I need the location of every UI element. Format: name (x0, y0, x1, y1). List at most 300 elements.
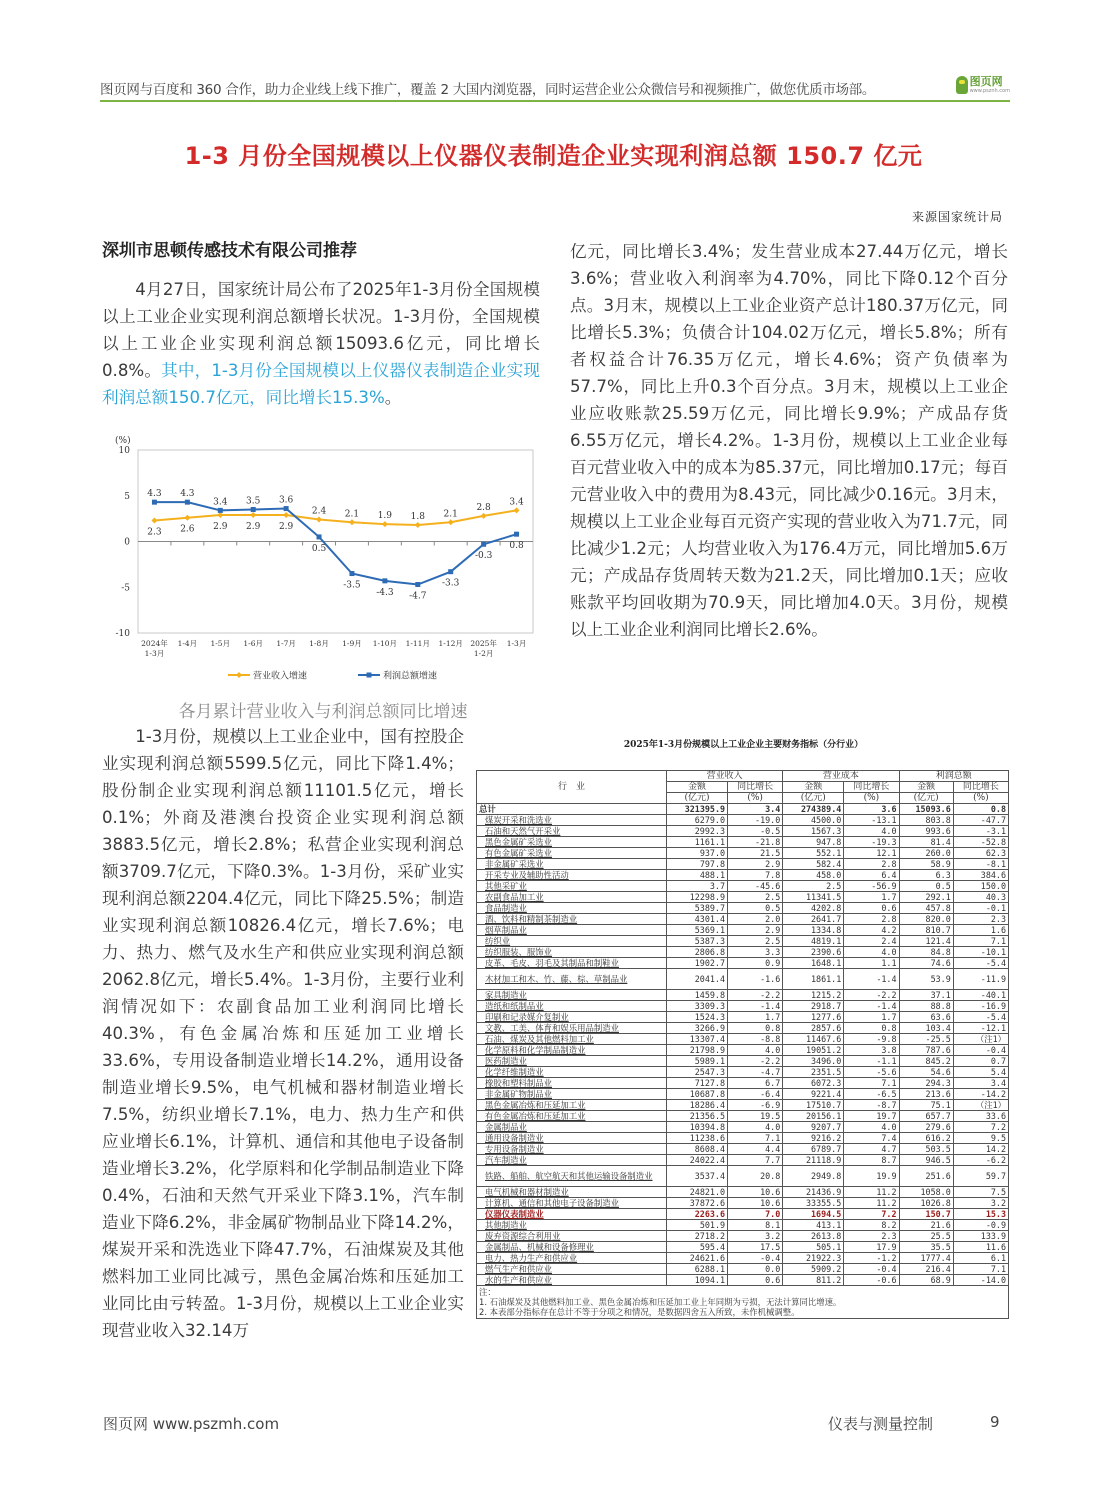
table-row (477, 1242, 1009, 1253)
cell-profit-g: 6.1 (953, 1253, 1008, 1264)
cell-profit-g: 133.9 (953, 1231, 1008, 1242)
cell-rev: 797.8 (667, 859, 728, 870)
cell-profit-g: -16.9 (953, 1001, 1008, 1012)
industry-name: 总计 (477, 804, 667, 815)
cell-rev-g: 19.5 (728, 1111, 783, 1122)
table-row (477, 1209, 1009, 1220)
cell-rev-g: 2.9 (728, 859, 783, 870)
cell-profit: 1026.8 (899, 1198, 953, 1209)
data-point (481, 542, 486, 547)
cell-profit: 37.1 (899, 990, 953, 1001)
cell-profit-g: （注1） (953, 1034, 1008, 1045)
data-label: 2.1 (344, 509, 360, 520)
x-tick-label: 1-6月 (243, 639, 263, 648)
cell-profit-g: -6.2 (953, 1155, 1008, 1166)
data-label: 2.4 (311, 506, 327, 517)
data-label: 2.9 (246, 521, 261, 532)
cell-cost: 17510.7 (783, 1100, 844, 1111)
cell-rev: 4301.4 (667, 914, 728, 925)
cell-profit: -25.5 (899, 1034, 953, 1045)
industry-name: 金属制品、机械和设备修理业 (477, 1242, 667, 1253)
sub-growth: 同比增长 (728, 782, 783, 793)
cell-profit-g: 14.2 (953, 1144, 1008, 1155)
cell-cost-g: 17.9 (844, 1242, 899, 1253)
cell-rev-g: 20.8 (728, 1166, 783, 1187)
cell-cost-g: -56.9 (844, 881, 899, 892)
cell-rev: 21356.5 (667, 1111, 728, 1122)
cell-rev-g: 2.9 (728, 925, 783, 936)
table-row (477, 1155, 1009, 1166)
cell-cost-g: 1.7 (844, 892, 899, 903)
cell-cost: 20156.1 (783, 1111, 844, 1122)
cell-rev-g: -1.4 (728, 1001, 783, 1012)
financial-table (476, 770, 1009, 1319)
industry-name: 仪器仪表制造业 (477, 1209, 667, 1220)
left-column-body (102, 723, 464, 1344)
cell-rev-g: 10.6 (728, 1198, 783, 1209)
cell-rev: 2263.6 (667, 1209, 728, 1220)
cell-profit-g: -0.1 (953, 903, 1008, 914)
cell-cost: 1215.2 (783, 990, 844, 1001)
industry-name: 印刷和记录媒介复制业 (477, 1012, 667, 1023)
cell-cost: 2390.6 (783, 947, 844, 958)
data-point (316, 517, 322, 523)
cell-rev-g: 7.1 (728, 1133, 783, 1144)
cell-profit-g: 150.0 (953, 881, 1008, 892)
x-tick-label: 1-9月 (342, 639, 362, 648)
cell-cost-g: -8.7 (844, 1100, 899, 1111)
cell-rev-g: -6.4 (728, 1089, 783, 1100)
note-label: 注： (479, 1287, 496, 1297)
cell-cost-g: 19.7 (844, 1111, 899, 1122)
data-point (349, 571, 354, 576)
data-label: 2.6 (180, 524, 195, 535)
data-label: 2.1 (443, 509, 458, 520)
cell-profit-g: -14.0 (953, 1275, 1008, 1286)
data-point (284, 506, 289, 511)
x-tick-label: 1-10月 (372, 639, 398, 648)
table-row (477, 1133, 1009, 1144)
cell-rev-g: 0.0 (728, 1264, 783, 1275)
table-row (477, 903, 1009, 914)
industry-name: 燃气生产和供应业 (477, 1264, 667, 1275)
cell-rev: 5369.1 (667, 925, 728, 936)
cell-profit: 21.6 (899, 1220, 953, 1231)
cell-rev-g: 7.8 (728, 870, 783, 881)
logo-text: 图页网 (969, 75, 1003, 88)
data-point (481, 513, 487, 519)
cell-profit-g: -8.1 (953, 859, 1008, 870)
cell-profit: 657.7 (899, 1111, 953, 1122)
cell-rev: 5387.3 (667, 936, 728, 947)
table-row (477, 815, 1009, 826)
cell-rev-g: -8.8 (728, 1034, 783, 1045)
cell-cost-g: -2.2 (844, 990, 899, 1001)
table-row (477, 1231, 1009, 1242)
cell-profit-g: -11.9 (953, 969, 1008, 990)
cell-rev: 5989.1 (667, 1056, 728, 1067)
footer-magazine: 仪表与测量控制 (828, 1415, 934, 1433)
cell-rev-g: 6.7 (728, 1078, 783, 1089)
cell-rev-g: 10.6 (728, 1187, 783, 1198)
cell-rev: 24621.6 (667, 1253, 728, 1264)
cell-profit-g: -5.4 (953, 1012, 1008, 1023)
cell-rev: 1524.3 (667, 1012, 728, 1023)
data-label: -3.5 (343, 580, 361, 591)
intro-paragraph (102, 276, 540, 411)
industry-name: 铁路、船舶、航空航天和其他运输设备制造业 (477, 1166, 667, 1187)
cell-rev-g: 17.5 (728, 1242, 783, 1253)
industry-name: 皮革、毛皮、羽毛及其制品和制鞋业 (477, 958, 667, 969)
cell-cost-g: 4.2 (844, 925, 899, 936)
cell-profit: 53.9 (899, 969, 953, 990)
sub-amount: 金额 (783, 782, 844, 793)
growth-chart-svg (103, 430, 538, 690)
cell-cost-g: -9.8 (844, 1034, 899, 1045)
table-row (477, 1056, 1009, 1067)
industry-name: 石油和天然气开采业 (477, 826, 667, 837)
industry-name: 家具制造业 (477, 990, 667, 1001)
data-point (317, 534, 322, 539)
table-row (477, 1067, 1009, 1078)
series-line-revenue (154, 510, 516, 525)
cell-rev-g: 4.0 (728, 1045, 783, 1056)
data-label: -0.3 (474, 551, 493, 562)
data-point (382, 578, 387, 583)
cell-profit-g: -0.9 (953, 1220, 1008, 1231)
table-row (477, 1187, 1009, 1198)
table-row (477, 1122, 1009, 1133)
cell-profit-g: -3.1 (953, 826, 1008, 837)
cell-profit: 279.6 (899, 1122, 953, 1133)
cell-profit-g: 62.3 (953, 848, 1008, 859)
cell-rev: 3.7 (667, 881, 728, 892)
cell-rev: 2547.3 (667, 1067, 728, 1078)
mascot-icon (956, 76, 968, 94)
logo-url: www.psznh.com (969, 88, 1010, 94)
cell-rev-g: 0.5 (728, 903, 783, 914)
cell-rev: 321395.9 (667, 804, 728, 815)
cell-cost-g: 2.3 (844, 1231, 899, 1242)
cell-profit-g: -12.1 (953, 1023, 1008, 1034)
table-row (477, 848, 1009, 859)
cell-cost: 21118.9 (783, 1155, 844, 1166)
right-column-body (570, 238, 1008, 643)
data-point (514, 507, 520, 513)
industry-name: 化学纤维制造业 (477, 1067, 667, 1078)
data-label: 3.5 (246, 496, 261, 507)
cell-cost: 4202.8 (783, 903, 844, 914)
cell-profit: 103.4 (899, 1023, 953, 1034)
cell-cost: 505.1 (783, 1242, 844, 1253)
x-tick-label: 2024年 (141, 639, 168, 648)
data-point (448, 569, 453, 574)
table-row (477, 881, 1009, 892)
sub-growth: 同比增长 (844, 782, 899, 793)
cell-cost: 552.1 (783, 848, 844, 859)
unit-growth: (%) (728, 793, 783, 804)
table-row (477, 892, 1009, 903)
industry-name: 开采专业及辅助性活动 (477, 870, 667, 881)
cell-cost-g: 7.2 (844, 1209, 899, 1220)
cell-profit: 6.3 (899, 870, 953, 881)
industry-name: 酒、饮料和精制茶制造业 (477, 914, 667, 925)
unit-amount: (亿元) (667, 793, 728, 804)
cell-profit-g: 0.7 (953, 1056, 1008, 1067)
cell-cost-g: 12.1 (844, 848, 899, 859)
cell-profit: 15093.6 (899, 804, 953, 815)
left-column-intro (102, 240, 540, 411)
table-row (477, 958, 1009, 969)
cell-rev: 2041.4 (667, 969, 728, 990)
table-row (477, 936, 1009, 947)
cell-rev-g: -21.8 (728, 837, 783, 848)
table-row (477, 837, 1009, 848)
intro-end: 。 (384, 388, 402, 407)
cell-cost-g: 4.0 (844, 947, 899, 958)
cell-profit: 121.4 (899, 936, 953, 947)
cell-rev: 8608.4 (667, 1144, 728, 1155)
cell-profit: 58.9 (899, 859, 953, 870)
data-label: 3.6 (278, 495, 294, 506)
cell-cost-g: 4.0 (844, 826, 899, 837)
cell-cost: 6789.7 (783, 1144, 844, 1155)
y-tick-label: -5 (121, 583, 130, 594)
cell-cost-g: 3.6 (844, 804, 899, 815)
cell-cost: 2857.6 (783, 1023, 844, 1034)
cell-cost: 1567.3 (783, 826, 844, 837)
cell-cost-g: 11.2 (844, 1198, 899, 1209)
table-row (477, 1100, 1009, 1111)
cell-rev-g: 4.4 (728, 1144, 783, 1155)
cell-rev-g: 4.0 (728, 1122, 783, 1133)
table-row (477, 969, 1009, 990)
cell-profit-g: 7.1 (953, 1264, 1008, 1275)
x-tick-label: 1-2月 (473, 649, 494, 658)
cell-profit-g: 5.4 (953, 1067, 1008, 1078)
intro-highlight: 其中，1-3月份全国规模以上仪器仪表制造企业实现利润总额150.7亿元，同比增长15.3% (102, 361, 540, 407)
unit-growth: (%) (953, 793, 1008, 804)
x-tick-label: 1-7月 (276, 639, 296, 648)
table-row (477, 1111, 1009, 1122)
cell-rev: 13307.4 (667, 1034, 728, 1045)
cell-rev: 1094.1 (667, 1275, 728, 1286)
industry-name: 化学原料和化学制品制造业 (477, 1045, 667, 1056)
cell-rev: 488.1 (667, 870, 728, 881)
data-label: 4.3 (147, 489, 162, 500)
table-row (477, 1220, 1009, 1231)
cell-cost-g: 2.8 (844, 914, 899, 925)
cell-profit: 810.7 (899, 925, 953, 936)
cell-profit: 251.6 (899, 1166, 953, 1187)
cell-rev: 595.4 (667, 1242, 728, 1253)
cell-rev-g: -0.4 (728, 1253, 783, 1264)
x-tick-label: 1-3月 (144, 649, 165, 658)
table-row (477, 1144, 1009, 1155)
unit-growth: (%) (844, 793, 899, 804)
cell-rev: 7127.8 (667, 1078, 728, 1089)
cell-profit-g: 33.6 (953, 1111, 1008, 1122)
cell-rev: 1902.7 (667, 958, 728, 969)
cell-rev-g: -6.9 (728, 1100, 783, 1111)
cell-profit: 63.6 (899, 1012, 953, 1023)
cell-profit: 25.5 (899, 1231, 953, 1242)
page-number: 9 (990, 1413, 1000, 1431)
industry-name: 农副食品加工业 (477, 892, 667, 903)
cell-cost: 6072.3 (783, 1078, 844, 1089)
industry-name: 文教、工美、体育和娱乐用品制造业 (477, 1023, 667, 1034)
cell-rev: 2718.2 (667, 1231, 728, 1242)
cell-profit: 457.8 (899, 903, 953, 914)
cell-cost: 413.1 (783, 1220, 844, 1231)
x-tick-label: 1-4月 (177, 639, 198, 648)
cell-rev-g: 7.7 (728, 1155, 783, 1166)
cell-profit: 81.4 (899, 837, 953, 848)
cell-rev: 1161.1 (667, 837, 728, 848)
data-point (185, 500, 190, 505)
cell-cost-g: 3.8 (844, 1045, 899, 1056)
industry-name: 有色金属矿采选业 (477, 848, 667, 859)
cell-rev-g: 1.7 (728, 1012, 783, 1023)
cell-cost-g: 4.7 (844, 1144, 899, 1155)
sub-amount: 金额 (667, 782, 728, 793)
x-tick-label: 2025年 (470, 639, 497, 648)
cell-rev: 10687.8 (667, 1089, 728, 1100)
table-row (477, 990, 1009, 1001)
cell-cost: 582.4 (783, 859, 844, 870)
cell-profit-g: 2.3 (953, 914, 1008, 925)
table-row (477, 947, 1009, 958)
cell-rev: 2806.8 (667, 947, 728, 958)
cell-cost: 811.2 (783, 1275, 844, 1286)
cell-profit-g: -40.1 (953, 990, 1008, 1001)
cell-cost-g: 1.1 (844, 958, 899, 969)
cell-rev: 10394.8 (667, 1122, 728, 1133)
table-row (477, 1166, 1009, 1187)
industry-name: 医药制造业 (477, 1056, 667, 1067)
cell-rev-g: -2.2 (728, 990, 783, 1001)
cell-profit-g: 11.6 (953, 1242, 1008, 1253)
cell-rev-g: 7.0 (728, 1209, 783, 1220)
data-point (251, 507, 256, 512)
table-row (477, 870, 1009, 881)
cell-cost: 1334.8 (783, 925, 844, 936)
cell-profit-g: 1.6 (953, 925, 1008, 936)
industry-name: 纺织业 (477, 936, 667, 947)
legend-label: 营业收入增速 (253, 671, 308, 682)
industry-name: 其他制造业 (477, 1220, 667, 1231)
cell-cost: 2641.7 (783, 914, 844, 925)
cell-rev-g: -1.6 (728, 969, 783, 990)
table-row (477, 1253, 1009, 1264)
cell-profit: 74.6 (899, 958, 953, 969)
table-row (477, 1198, 1009, 1209)
cell-cost: 5909.2 (783, 1264, 844, 1275)
industry-name: 黑色金属冶炼和压延加工业 (477, 1100, 667, 1111)
growth-chart (103, 430, 538, 690)
industry-name: 其他采矿业 (477, 881, 667, 892)
legend-label: 利润总额增速 (383, 671, 438, 682)
unit-amount: (亿元) (783, 793, 844, 804)
unit-amount: (亿元) (899, 793, 953, 804)
cell-cost: 1277.6 (783, 1012, 844, 1023)
table-row (477, 1089, 1009, 1100)
industry-name: 造纸和纸制品业 (477, 1001, 667, 1012)
note-1: 1. 石油煤炭及其他燃料加工业、黑色金属冶炼和压延加工业上年同期为亏损，无法计算同比增速。 (479, 1297, 842, 1307)
article-title: 1-3 月份全国规模以上仪器仪表制造企业实现利润总额 150.7 亿元 (184, 142, 923, 170)
data-point (152, 500, 157, 505)
cell-profit-g: 15.3 (953, 1209, 1008, 1220)
data-point (514, 532, 519, 537)
cell-profit: 946.5 (899, 1155, 953, 1166)
cell-cost: 21436.9 (783, 1187, 844, 1198)
table-notes (477, 1286, 1009, 1319)
cell-cost-g: -0.6 (844, 1275, 899, 1286)
cell-cost: 2918.7 (783, 1001, 844, 1012)
industry-paragraph: 1-3月份，规模以上工业企业中，国有控股企业实现利润总额5599.5亿元，同比下降1.4%；股份制企业实现利润总额11101.5亿元，增长0.1%；外商及港澳台投资企业实现利润总额3883.5亿元，增长2.8%；私营企业实现利润总额3709.7亿元，下降0.3%。1-3月份，采矿业实现利润总额2204.4亿元，同比下降25.5%；制造业实现利润总额10826.4亿元，增长7.6%；电力、热力、燃气及水生产和供应业实现利润总额2062.8亿元，增长5.4%。1-3月份，主要行业利润情况如下：农副食品加工业利润同比增长40.3%，有色金属冶炼和压延加工业增长33.6%，专用设备制造业增长14.2%，通用设备制造业增长9.5%，电气机械和器材制造业增长7.5%，纺织业增长7.1%，电力、热力生产和供应业增长6.1%，计算机、通信和其他电子设备制造业增长3.2%，化学原料和化学制品制造业下降0.4%，石油和天然气开采业下降3.1%，汽车制造业下降6.2%，非金属矿物制品业下降14.2%，煤炭开采和洗选业下降47.7%，石油煤炭及其他燃料加工业同比减亏，黑色金属冶炼和压延加工业同比由亏转盈。1-3月份，规模以上工业企业实现营业收入32.14万 (102, 727, 464, 1340)
chart-caption: 各月累计营业收入与利润总额同比增速 (178, 702, 468, 722)
x-tick-label: 1-3月 (506, 639, 527, 648)
cell-rev-g: -19.0 (728, 815, 783, 826)
industry-name: 通用设备制造业 (477, 1133, 667, 1144)
sub-amount: 金额 (899, 782, 953, 793)
cell-rev-g: 3.3 (728, 947, 783, 958)
article-source: 来源国家统计局 (911, 210, 1003, 224)
table-row (477, 1264, 1009, 1275)
header-cost: 营业成本 (783, 771, 899, 782)
data-label: 2.9 (213, 521, 228, 532)
footer-site[interactable]: 图页网 www.pszmh.com (103, 1415, 280, 1433)
cell-profit: 260.0 (899, 848, 953, 859)
cell-rev-g: -45.6 (728, 881, 783, 892)
cell-rev: 6288.1 (667, 1264, 728, 1275)
cell-profit-g: 59.7 (953, 1166, 1008, 1187)
financial-table-body (477, 804, 1009, 1286)
table-row (477, 859, 1009, 870)
cell-profit-g: 40.3 (953, 892, 1008, 903)
cell-cost: 9221.4 (783, 1089, 844, 1100)
cell-cost-g: -1.4 (844, 969, 899, 990)
cell-rev-g: 3.2 (728, 1231, 783, 1242)
cell-cost-g: 7.4 (844, 1133, 899, 1144)
cell-rev: 37872.6 (667, 1198, 728, 1209)
site-logo[interactable] (956, 76, 1010, 94)
header-revenue: 营业收入 (667, 771, 783, 782)
cell-rev: 21798.9 (667, 1045, 728, 1056)
cell-cost-g: 0.8 (844, 1023, 899, 1034)
cell-profit: 1777.4 (899, 1253, 953, 1264)
cell-cost: 19051.2 (783, 1045, 844, 1056)
cell-cost-g: -1.1 (844, 1056, 899, 1067)
data-point (415, 582, 420, 587)
finance-paragraph: 亿元，同比增长3.4%；发生营业成本27.44万亿元，增长3.6%；营业收入利润率为4.70%，同比下降0.12个百分点。3月末，规模以上工业企业资产总计180.37万亿元，同比增长5.3%；负债合计104.02万亿元，增长5.8%；所有者权益合计76.35万亿元，增长4.6%；资产负债率为57.7%，同比上升0.3个百分点。3月末，规模以上工业企业应收账款25.59万亿元，同比增长9.9%；产成品存货6.55万亿元，增长4.2%。1-3月份，规模以上工业企业每百元营业收入中的成本为85.37元，同比增加0.17元；每百元营业收入中的费用为8.43元，同比减少0.16元。3月末，规模以上工业企业每百元资产实现的营业收入为71.7元，同比减少1.2元；人均营业收入为176.4万元，同比增加5.6万元；产成品存货周转天数为21.2天，同比增加0.1天；应收账款平均回收期为70.9天，同比增加4.0天。3月份，规模以上工业企业利润同比增长2.6%。 (570, 242, 1008, 639)
table-row (477, 914, 1009, 925)
table-row (477, 1045, 1009, 1056)
cell-profit-g: -47.7 (953, 815, 1008, 826)
cell-profit-g: -52.8 (953, 837, 1008, 848)
industry-name: 电力、热力生产和供应业 (477, 1253, 667, 1264)
data-point (448, 519, 454, 525)
cell-rev: 3309.3 (667, 1001, 728, 1012)
cell-profit: 0.5 (899, 881, 953, 892)
data-label: 4.3 (180, 489, 195, 500)
cell-profit: 616.2 (899, 1133, 953, 1144)
table-row (477, 826, 1009, 837)
data-point (415, 522, 421, 528)
sub-growth: 同比增长 (953, 782, 1008, 793)
cell-cost-g: 0.6 (844, 903, 899, 914)
cell-profit: 216.4 (899, 1264, 953, 1275)
